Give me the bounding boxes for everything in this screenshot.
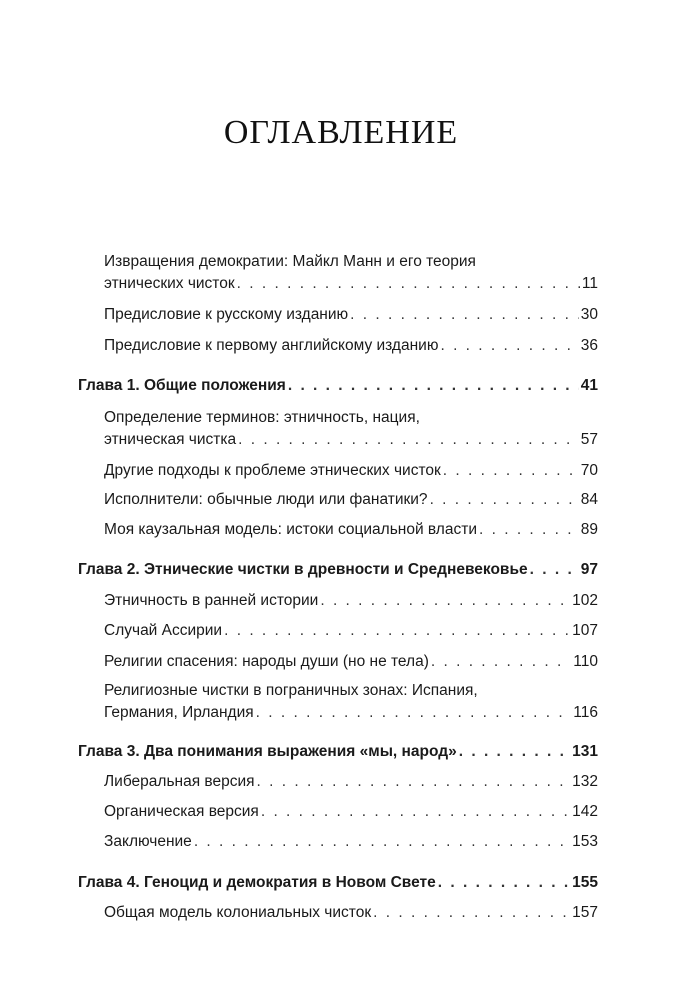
toc-entry [104,336,598,356]
toc-entry-title: Этничность в ранней истории [104,592,319,609]
toc-page-number: 131 [572,743,598,760]
toc-entry [104,408,598,428]
toc-entry-title: этнических чисток [104,275,235,292]
dot-leader [256,703,572,723]
toc-page-number: 84 [580,491,598,508]
toc-entry [104,274,598,294]
toc-chapter-title: Глава 3. Два понимания выражения «мы, народ» [78,743,457,760]
toc-entry [104,591,598,611]
toc-entry-title: Исполнители: обычные люди или фанатики? [104,491,428,508]
toc-chapter-title: Глава 4. Геноцид и демократия в Новом Свете [78,874,436,891]
toc-page-number: 110 [573,653,598,670]
toc-entry [104,461,598,481]
dot-leader [431,652,571,672]
toc-chapter-title: Глава 1. Общие положения [78,377,286,394]
dot-leader [261,802,570,822]
toc-entry [104,490,598,510]
toc-entry-title: Извращения демократии: Майкл Манн и его теория [104,253,476,270]
toc-entry [104,430,598,450]
dot-leader [440,336,578,356]
toc-entry-title: Германия, Ирландия [104,704,254,721]
toc-entry-title: Религиозные чистки в пограничных зонах: Испания, [104,682,478,699]
toc-page-number: 57 [580,431,598,448]
toc-chapter [78,376,598,396]
dot-leader [320,591,570,611]
toc-entry-title: Религии спасения: народы души (но не тела) [104,653,429,670]
page-title: ОГЛАВЛЕНИЕ [223,114,459,151]
toc-entry-title: Моя каузальная модель: истоки социальной власти [104,521,477,538]
toc-page-number: 157 [572,904,598,921]
dot-leader [430,490,579,510]
toc-entry-title: Либеральная версия [104,773,255,790]
toc-chapter-title: Глава 2. Этнические чистки в древности и Средневековье [78,561,528,578]
dot-leader [438,873,570,893]
toc-entry-title: Предисловие к русскому изданию [104,306,349,323]
dot-leader [288,376,579,396]
dot-leader [530,560,579,580]
toc-page-number: 142 [572,803,598,820]
toc-entry [104,252,598,272]
toc-entry [104,652,598,672]
toc-entry-title: Случай Ассирии [104,622,223,639]
toc-page-number: 107 [572,622,598,639]
toc-page-number: 132 [572,773,598,790]
dot-leader [237,274,580,294]
toc-page-number: 41 [580,377,598,394]
toc-entry [104,305,598,325]
dot-leader [373,903,570,923]
toc-entry [104,703,598,723]
toc-entry [104,772,598,792]
dot-leader [459,742,570,762]
toc-page-number: 102 [572,592,598,609]
toc-entry [104,520,598,540]
toc-entry-title: этническая чистка [104,431,237,448]
toc-entry-title: Органическая версия [104,803,259,820]
toc-page-number: 36 [580,337,598,354]
toc-entry-title: Другие подходы к проблеме этнических чисток [104,462,441,479]
dot-leader [194,832,570,852]
toc-entry-title: Заключение [104,833,192,850]
toc-entry [104,903,598,923]
toc-page-number: 11 [581,275,598,292]
toc-entry-title: Предисловие к первому английскому изданию [104,337,439,354]
toc-entry [104,621,598,641]
toc-entry [104,802,598,822]
toc-page-number: 116 [573,704,598,721]
dot-leader [443,461,579,481]
toc-page-number: 153 [572,833,598,850]
toc-page-number: 30 [580,306,598,323]
toc-chapter [78,873,598,893]
toc-page-number: 155 [572,874,598,891]
toc-page-number: 70 [580,462,598,479]
toc-chapter [78,742,598,762]
toc-entry [104,681,598,701]
dot-leader [224,621,570,641]
toc-entry-title: Общая модель колониальных чисток [104,904,372,921]
toc-page-number: 97 [580,561,598,578]
dot-leader [479,520,579,540]
dot-leader [257,772,571,792]
toc-entry [104,832,598,852]
toc-entry-title: Определение терминов: этничность, нация, [104,409,420,426]
toc-page-number: 89 [580,521,598,538]
dot-leader [238,430,579,450]
toc-chapter [78,560,598,580]
dot-leader [350,305,579,325]
